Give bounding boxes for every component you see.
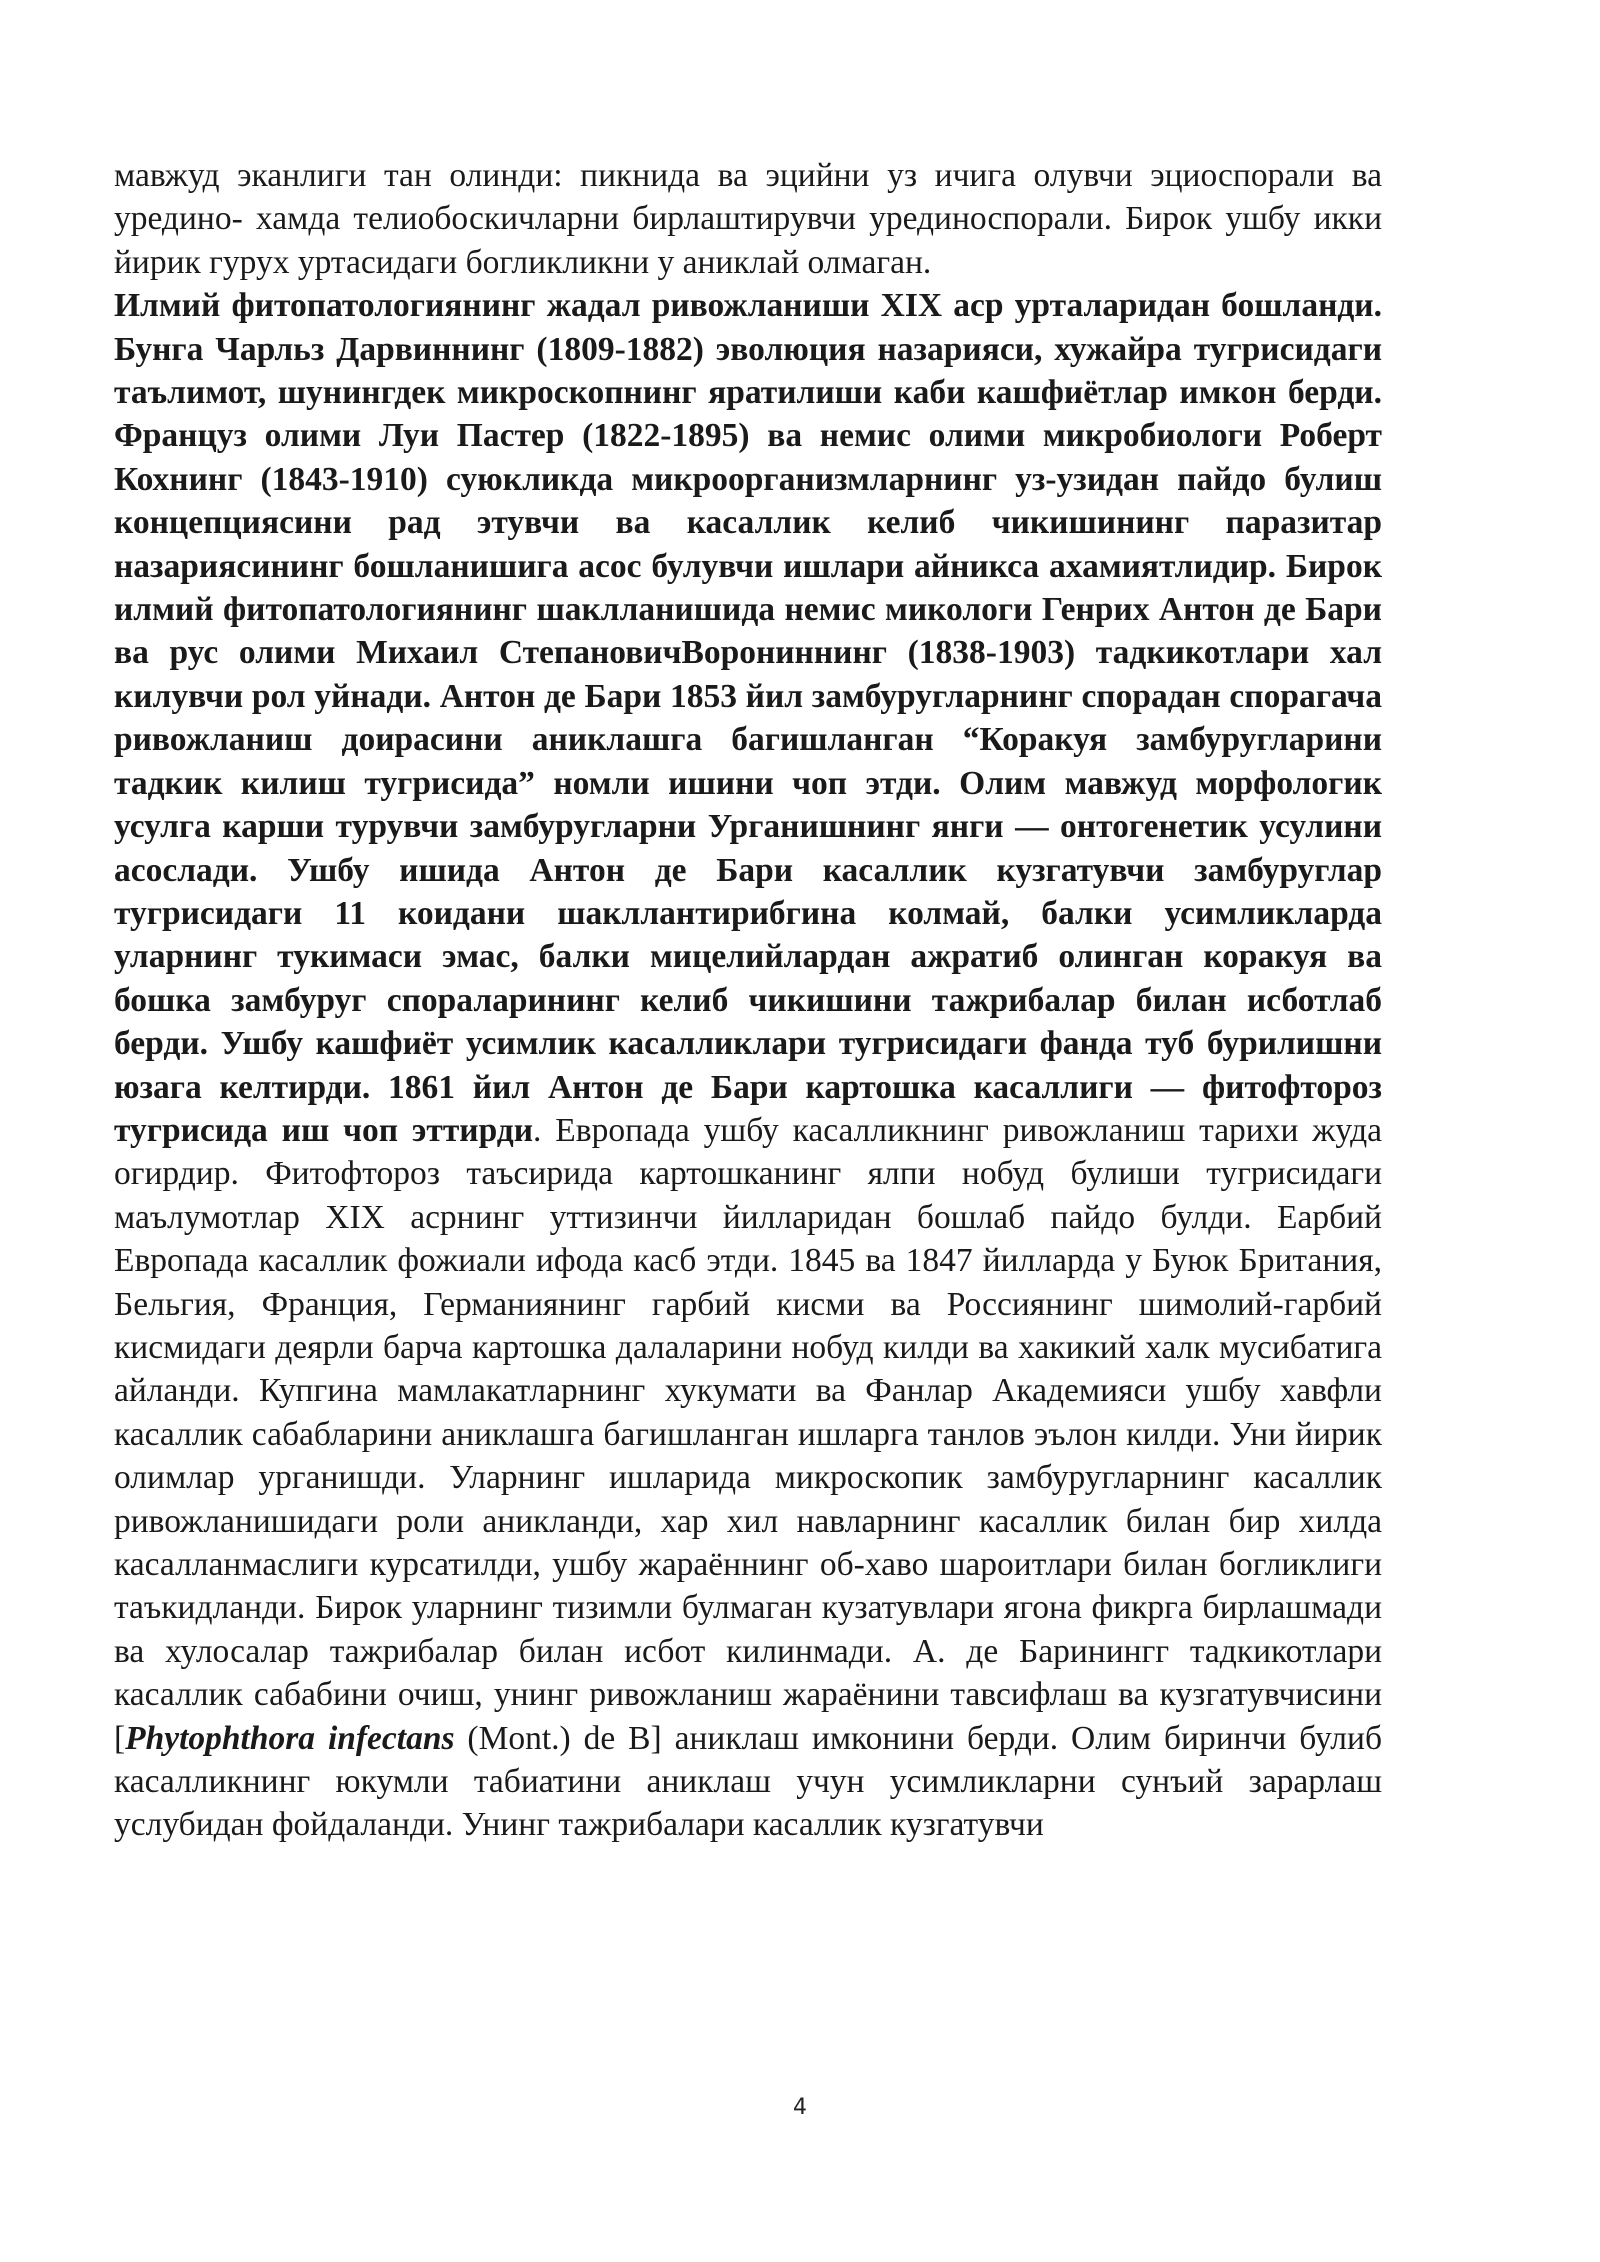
species-name: Phytophthora infectans <box>125 1719 455 1757</box>
paragraph-2 <box>114 284 1382 1847</box>
bold-passage: Илмий фитопатологиянинг жадал ривожланиши XIX аср урталаридан бошланди. Бунга Чарльз Дарвиннинг (1809-1882) эволюция назарияси, хужайра тугрисидаги таълимот, шунингдек микроскопнинг яратилиши каби кашфиётлар имкон берди. Француз олими Луи Пастер (1822-1895) ва немис олими микробиологи Роберт Кохнинг (1843-1910) суюкликда микроорганизмларнинг уз-узидан пайдо булиш концепциясини рад этувчи ва касаллик келиб чикишининг паразитар назариясининг бошланишига асос булувчи ишлари айникса ахамиятлидир. Бирок илмий фитопатологиянинг шаклланишида немис микологи Генрих Антон де Бари ва рус олими Михаил СтепановичВорониннинг (1838-1903) тадкикотлари хал килувчи рол уйнади. Антон де Бари 1853 йил замбуругларнинг спорадан спорагача ривожланиш доирасини аниклашга багишланган “Коракуя замбуругларини тадкик килиш тугрисида” номли ишини чоп этди. Олим мавжуд морфологик усулга карши турувчи замбуругларни Урганишнинг янги — онтогенетик усулини асослади. Ушбу ишида Антон де Бари касаллик кузгатувчи замбуруглар тугрисидаги 11 коидани шакллантирибгина колмай, балки усимликларда уларнинг тукимаси эмас, балки мицелийлардан ажратиб олинган коракуя ва бошка замбуруг спораларининг келиб чикишини тажрибалар билан исботлаб берди. Ушбу кашфиёт усимлик касалликлари тугрисидаги фанда туб бурилишни юзага келтирди. 1861 йил Антон де Бари картошка касаллиги — фитофтороз тугрисида иш чоп эттирди <box>114 287 1382 1149</box>
page-number: 4 <box>793 2095 807 2120</box>
body-text <box>114 154 1382 1847</box>
paragraph-1: мавжуд эканлиги тан олинди: пикнида ва эцийни уз ичига олувчи эциоспорали ва уредино- хамда телиобоскичларни бирлаштирувчи урединоспорали. Бирок ушбу икки йирик гурух уртасидаги богликликни у аниклай олмаган. <box>114 157 1382 281</box>
closing-passage: (Mont.) de B] аниклаш имконини берди. Олим биринчи булиб касалликнинг юкумли табиатини аниклаш учун усимликларни сунъий зарарлаш услубидан фойдаланди. Унинг тажрибалари касаллик кузгатувчи <box>114 1719 1382 1844</box>
regular-passage: . Европада ушбу касалликнинг ривожланиш тарихи жуда огирдир. Фитофтороз таъсирида картошканинг ялпи нобуд булиши тугрисидаги маълумотлар XIX асрнинг уттизинчи йилларидан бошлаб пайдо булди. Еарбий Европада касаллик фожиали ифода касб этди. 1845 ва 1847 йилларда у Буюк Британия, Бельгия, Франция, Германиянинг гарбий кисми ва Россиянинг шимолий-гарбий кисмидаги деярли барча картошка далаларини нобуд килди ва хакикий халк мусибатига айланди. Купгина мамлакатларнинг хукумати ва Фанлар Академияси ушбу хавфли касаллик сабабларини аниклашга багишланган ишларга танлов эълон килди. Уни йирик олимлар урганишди. Уларнинг ишларида микроскопик замбуругларнинг касаллик ривожланишидаги роли аникланди, хар хил навларнинг касаллик билан бир хилда касалланмаслиги курсатилди, ушбу жараённинг об-хаво шароитлари билан богликлиги таъкидланди. Бирок уларнинг тизимли булмаган кузатувлари ягона фикрга бирлашмади ва хулосалар тажрибалар билан исбот килинмади. А. де Баринингг тадкикотлари касаллик сабабини очиш, унинг ривожланиш жараёнини тавсифлаш ва кузгатувчисини [ <box>114 1111 1382 1757</box>
